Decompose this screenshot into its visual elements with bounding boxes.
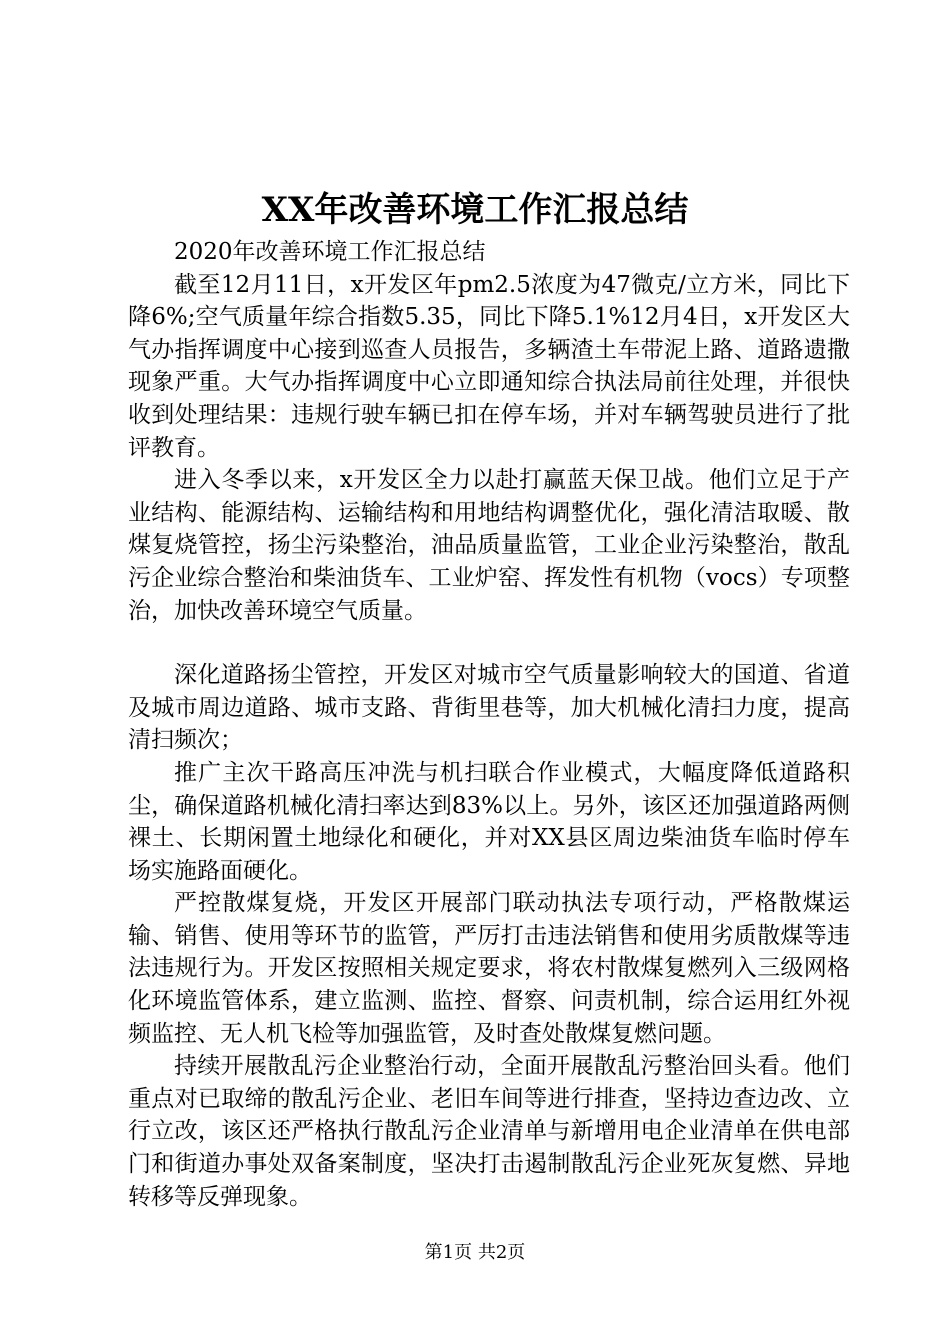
- page-footer: 第1页 共2页: [424, 1242, 526, 1263]
- paragraph: 严控散煤复烧，开发区开展部门联动执法专项行动，严格散煤运输、销售、使用等环节的监管，严厉打击违法销售和使用劣质散煤等违法违规行为。开发区按照相关规定要求，将农村散煤复燃列入三级网格化环境监管体系，建立监测、监控、督察、问责机制，综合运用红外视频监控、无人机飞检等加强监管，及时查处散煤复燃问题。: [128, 890, 850, 1047]
- paragraph: 截至12月11日，x开发区年pm2.5浓度为47微克/立方米，同比下降6%;空气质量年综合指数5.35，同比下降5.1%12月4日，x开发区大气办指挥调度中心接到巡查人员报告，多辆渣土车带泥上路、道路遗撒现象严重。大气办指挥调度中心立即通知综合执法局前往处理，并很快收到处理结果：违规行驶车辆已扣在停车场，并对车辆驾驶员进行了批评教育。: [128, 271, 850, 461]
- paragraph: 进入冬季以来，x开发区全力以赴打赢蓝天保卫战。他们立足于产业结构、能源结构、运输结构和用地结构调整优化，强化清洁取暖、散煤复烧管控，扬尘污染整治，油品质量监管，工业企业污染整治，散乱污企业综合整治和柴油货车、工业炉窑、挥发性有机物（vocs）专项整治，加快改善环境空气质量。: [128, 467, 850, 624]
- document-body: [128, 236, 850, 1213]
- paragraph: 深化道路扬尘管控，开发区对城市空气质量影响较大的国道、省道及城市周边道路、城市支路、背街里巷等，加大机械化清扫力度，提高清扫频次；: [128, 662, 850, 754]
- paragraph: 持续开展散乱污企业整治行动，全面开展散乱污整治回头看。他们重点对已取缔的散乱污企业、老旧车间等进行排查，坚持边查边改、立行立改，该区还严格执行散乱污企业清单与新增用电企业清单在供电部门和街道办事处双备案制度，坚决打击遏制散乱污企业死灰复燃、异地转移等反弹现象。: [128, 1053, 850, 1210]
- document-title: XX年改善环境工作汇报总结: [261, 190, 689, 230]
- document-subtitle: 2020年改善环境工作汇报总结: [174, 239, 486, 265]
- paragraph: 推广主次干路高压冲洗与机扫联合作业模式，大幅度降低道路积尘，确保道路机械化清扫率达到83%以上。另外，该区还加强道路两侧裸土、长期闲置土地绿化和硬化，并对XX县区周边柴油货车临时停车场实施路面硬化。: [128, 759, 850, 884]
